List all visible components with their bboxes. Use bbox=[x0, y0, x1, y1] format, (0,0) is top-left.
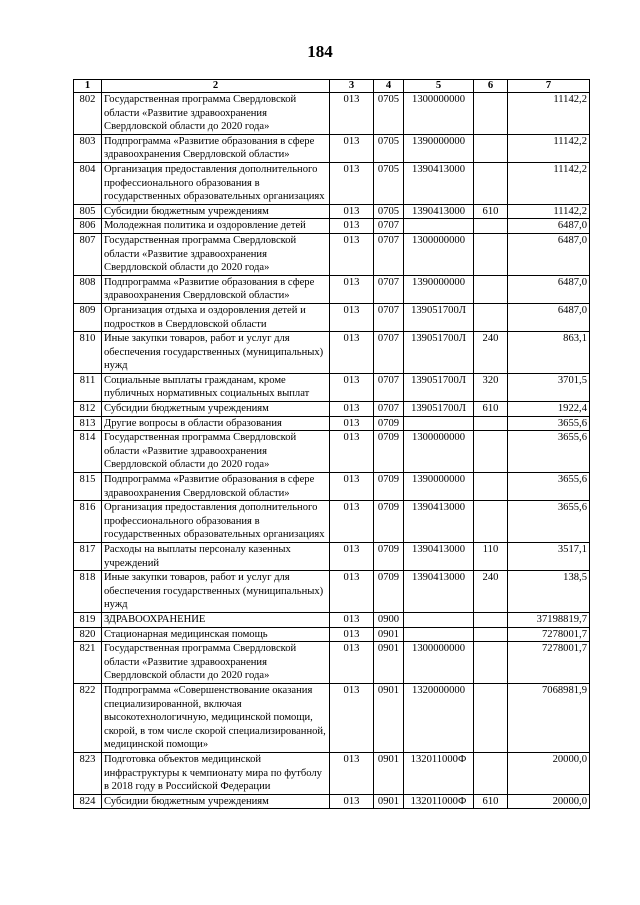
row-number: 816 bbox=[74, 501, 102, 543]
row-amount: 6487,0 bbox=[508, 275, 590, 303]
row-expense-type bbox=[474, 233, 508, 275]
row-target-code: 1300000000 bbox=[404, 642, 474, 684]
row-number: 814 bbox=[74, 431, 102, 473]
table-row bbox=[74, 275, 590, 303]
row-expense-type bbox=[474, 134, 508, 162]
row-amount: 3655,6 bbox=[508, 501, 590, 543]
table-row bbox=[74, 431, 590, 473]
row-expense-type bbox=[474, 431, 508, 473]
row-ministry-code: 013 bbox=[330, 233, 374, 275]
row-section-code: 0707 bbox=[374, 219, 404, 234]
row-number: 823 bbox=[74, 752, 102, 794]
row-amount: 6487,0 bbox=[508, 233, 590, 275]
table-row bbox=[74, 501, 590, 543]
table-row bbox=[74, 219, 590, 234]
row-expense-type bbox=[474, 627, 508, 642]
page-number: 184 bbox=[307, 42, 333, 61]
row-ministry-code: 013 bbox=[330, 219, 374, 234]
row-name: Субсидии бюджетным учреждениям bbox=[102, 204, 330, 219]
row-name: Подпрограмма «Развитие образования в сфере здравоохранения Свердловской области» bbox=[102, 473, 330, 501]
row-name: Другие вопросы в области образования bbox=[102, 416, 330, 431]
table-row bbox=[74, 402, 590, 417]
row-name: ЗДРАВООХРАНЕНИЕ bbox=[102, 612, 330, 627]
row-expense-type: 320 bbox=[474, 373, 508, 401]
table-row bbox=[74, 233, 590, 275]
row-section-code: 0709 bbox=[374, 543, 404, 571]
row-section-code: 0901 bbox=[374, 627, 404, 642]
row-amount: 7068981,9 bbox=[508, 683, 590, 752]
row-section-code: 0707 bbox=[374, 332, 404, 374]
row-number: 820 bbox=[74, 627, 102, 642]
row-ministry-code: 013 bbox=[330, 642, 374, 684]
row-target-code bbox=[404, 612, 474, 627]
row-target-code: 1320000000 bbox=[404, 683, 474, 752]
row-section-code: 0707 bbox=[374, 303, 404, 331]
table-row bbox=[74, 543, 590, 571]
table-row bbox=[74, 794, 590, 809]
table-row bbox=[74, 93, 590, 135]
row-name: Организация предоставления дополнительного профессионального образования в государственных образовательных организациях bbox=[102, 162, 330, 204]
row-number: 819 bbox=[74, 612, 102, 627]
table-row bbox=[74, 416, 590, 431]
row-number: 822 bbox=[74, 683, 102, 752]
row-expense-type: 110 bbox=[474, 543, 508, 571]
row-expense-type bbox=[474, 162, 508, 204]
row-expense-type bbox=[474, 473, 508, 501]
row-name: Государственная программа Свердловской области «Развитие здравоохранения Свердловской области до 2020 года» bbox=[102, 642, 330, 684]
row-amount: 3655,6 bbox=[508, 473, 590, 501]
row-name: Иные закупки товаров, работ и услуг для обеспечения государственных (муниципальных) нужд bbox=[102, 571, 330, 613]
row-target-code: 1390000000 bbox=[404, 275, 474, 303]
row-number: 803 bbox=[74, 134, 102, 162]
row-ministry-code: 013 bbox=[330, 794, 374, 809]
table-row bbox=[74, 612, 590, 627]
table-row bbox=[74, 332, 590, 374]
row-ministry-code: 013 bbox=[330, 571, 374, 613]
row-amount: 6487,0 bbox=[508, 303, 590, 331]
row-expense-type bbox=[474, 642, 508, 684]
row-ministry-code: 013 bbox=[330, 543, 374, 571]
row-target-code: 139051700Л bbox=[404, 373, 474, 401]
row-name: Организация предоставления дополнительного профессионального образования в государственных образовательных организациях bbox=[102, 501, 330, 543]
row-expense-type bbox=[474, 275, 508, 303]
row-name: Субсидии бюджетным учреждениям bbox=[102, 794, 330, 809]
row-number: 807 bbox=[74, 233, 102, 275]
table-row bbox=[74, 204, 590, 219]
row-section-code: 0901 bbox=[374, 794, 404, 809]
column-header-2: 2 bbox=[102, 80, 330, 93]
budget-table bbox=[73, 79, 590, 809]
table-row bbox=[74, 642, 590, 684]
row-ministry-code: 013 bbox=[330, 275, 374, 303]
row-expense-type: 240 bbox=[474, 332, 508, 374]
row-amount: 37198819,7 bbox=[508, 612, 590, 627]
row-target-code: 139051700Л bbox=[404, 303, 474, 331]
row-name: Подпрограмма «Развитие образования в сфере здравоохранения Свердловской области» bbox=[102, 275, 330, 303]
row-number: 818 bbox=[74, 571, 102, 613]
table-row bbox=[74, 162, 590, 204]
row-name: Подпрограмма «Развитие образования в сфере здравоохранения Свердловской области» bbox=[102, 134, 330, 162]
row-target-code: 1390413000 bbox=[404, 571, 474, 613]
row-target-code: 1300000000 bbox=[404, 233, 474, 275]
row-name: Организация отдыха и оздоровления детей и подростков в Свердловской области bbox=[102, 303, 330, 331]
row-number: 802 bbox=[74, 93, 102, 135]
row-number: 815 bbox=[74, 473, 102, 501]
row-ministry-code: 013 bbox=[330, 303, 374, 331]
column-header-3: 3 bbox=[330, 80, 374, 93]
row-amount: 863,1 bbox=[508, 332, 590, 374]
row-target-code bbox=[404, 416, 474, 431]
row-amount: 3655,6 bbox=[508, 431, 590, 473]
row-section-code: 0709 bbox=[374, 571, 404, 613]
row-amount: 11142,2 bbox=[508, 204, 590, 219]
row-amount: 7278001,7 bbox=[508, 642, 590, 684]
row-target-code: 132011000Ф bbox=[404, 794, 474, 809]
table-row bbox=[74, 473, 590, 501]
row-section-code: 0709 bbox=[374, 416, 404, 431]
row-section-code: 0707 bbox=[374, 233, 404, 275]
row-ministry-code: 013 bbox=[330, 416, 374, 431]
row-name: Государственная программа Свердловской области «Развитие здравоохранения Свердловской области до 2020 года» bbox=[102, 93, 330, 135]
row-number: 811 bbox=[74, 373, 102, 401]
row-section-code: 0901 bbox=[374, 683, 404, 752]
row-expense-type bbox=[474, 93, 508, 135]
row-section-code: 0707 bbox=[374, 373, 404, 401]
row-number: 804 bbox=[74, 162, 102, 204]
row-section-code: 0709 bbox=[374, 473, 404, 501]
row-amount: 11142,2 bbox=[508, 93, 590, 135]
row-amount: 3701,5 bbox=[508, 373, 590, 401]
row-target-code: 139051700Л bbox=[404, 332, 474, 374]
table-header-row bbox=[74, 80, 590, 93]
row-target-code: 132011000Ф bbox=[404, 752, 474, 794]
table-row bbox=[74, 571, 590, 613]
row-number: 817 bbox=[74, 543, 102, 571]
row-amount: 20000,0 bbox=[508, 794, 590, 809]
row-expense-type bbox=[474, 752, 508, 794]
row-target-code: 1390413000 bbox=[404, 501, 474, 543]
table-row bbox=[74, 752, 590, 794]
row-target-code: 1390413000 bbox=[404, 204, 474, 219]
row-target-code: 139051700Л bbox=[404, 402, 474, 417]
row-target-code: 1390000000 bbox=[404, 134, 474, 162]
row-name: Государственная программа Свердловской области «Развитие здравоохранения Свердловской области до 2020 года» bbox=[102, 431, 330, 473]
row-ministry-code: 013 bbox=[330, 134, 374, 162]
row-amount: 3655,6 bbox=[508, 416, 590, 431]
row-name: Стационарная медицинская помощь bbox=[102, 627, 330, 642]
row-name: Расходы на выплаты персоналу казенных учреждений bbox=[102, 543, 330, 571]
row-target-code: 1390413000 bbox=[404, 162, 474, 204]
row-number: 821 bbox=[74, 642, 102, 684]
table-row bbox=[74, 134, 590, 162]
row-section-code: 0900 bbox=[374, 612, 404, 627]
row-ministry-code: 013 bbox=[330, 204, 374, 219]
row-ministry-code: 013 bbox=[330, 93, 374, 135]
row-name: Подготовка объектов медицинской инфраструктуры к чемпионату мира по футболу в 2018 году в Российской Федерации bbox=[102, 752, 330, 794]
row-amount: 6487,0 bbox=[508, 219, 590, 234]
row-expense-type bbox=[474, 501, 508, 543]
row-number: 809 bbox=[74, 303, 102, 331]
row-target-code bbox=[404, 627, 474, 642]
row-target-code: 1300000000 bbox=[404, 431, 474, 473]
row-section-code: 0705 bbox=[374, 93, 404, 135]
row-amount: 11142,2 bbox=[508, 134, 590, 162]
row-expense-type bbox=[474, 683, 508, 752]
row-ministry-code: 013 bbox=[330, 473, 374, 501]
row-amount: 20000,0 bbox=[508, 752, 590, 794]
row-ministry-code: 013 bbox=[330, 683, 374, 752]
row-ministry-code: 013 bbox=[330, 752, 374, 794]
row-name: Иные закупки товаров, работ и услуг для обеспечения государственных (муниципальных) нужд bbox=[102, 332, 330, 374]
row-section-code: 0709 bbox=[374, 501, 404, 543]
table-row bbox=[74, 683, 590, 752]
row-amount: 7278001,7 bbox=[508, 627, 590, 642]
row-section-code: 0901 bbox=[374, 642, 404, 684]
row-number: 812 bbox=[74, 402, 102, 417]
row-expense-type bbox=[474, 612, 508, 627]
row-ministry-code: 013 bbox=[330, 627, 374, 642]
row-target-code: 1300000000 bbox=[404, 93, 474, 135]
row-expense-type: 610 bbox=[474, 794, 508, 809]
column-header-5: 5 bbox=[404, 80, 474, 93]
column-header-6: 6 bbox=[474, 80, 508, 93]
row-number: 808 bbox=[74, 275, 102, 303]
row-target-code: 1390000000 bbox=[404, 473, 474, 501]
row-number: 813 bbox=[74, 416, 102, 431]
row-name: Молодежная политика и оздоровление детей bbox=[102, 219, 330, 234]
column-header-7: 7 bbox=[508, 80, 590, 93]
row-expense-type: 610 bbox=[474, 402, 508, 417]
row-expense-type bbox=[474, 219, 508, 234]
row-section-code: 0705 bbox=[374, 162, 404, 204]
row-ministry-code: 013 bbox=[330, 501, 374, 543]
row-section-code: 0705 bbox=[374, 204, 404, 219]
row-ministry-code: 013 bbox=[330, 402, 374, 417]
row-target-code: 1390413000 bbox=[404, 543, 474, 571]
row-number: 805 bbox=[74, 204, 102, 219]
table-row bbox=[74, 373, 590, 401]
column-header-1: 1 bbox=[74, 80, 102, 93]
row-section-code: 0707 bbox=[374, 275, 404, 303]
row-ministry-code: 013 bbox=[330, 162, 374, 204]
row-number: 810 bbox=[74, 332, 102, 374]
table-row bbox=[74, 627, 590, 642]
row-ministry-code: 013 bbox=[330, 431, 374, 473]
row-amount: 3517,1 bbox=[508, 543, 590, 571]
row-expense-type: 240 bbox=[474, 571, 508, 613]
row-expense-type bbox=[474, 303, 508, 331]
table-body bbox=[74, 93, 590, 809]
row-expense-type bbox=[474, 416, 508, 431]
row-amount: 1922,4 bbox=[508, 402, 590, 417]
row-ministry-code: 013 bbox=[330, 332, 374, 374]
row-ministry-code: 013 bbox=[330, 373, 374, 401]
row-name: Подпрограмма «Совершенствование оказания специализированной, включая высокотехнологичную, медицинской помощи, скорой, в том числе скорой специализированной, медицинской помощи» bbox=[102, 683, 330, 752]
column-header-4: 4 bbox=[374, 80, 404, 93]
row-number: 806 bbox=[74, 219, 102, 234]
row-section-code: 0901 bbox=[374, 752, 404, 794]
row-amount: 138,5 bbox=[508, 571, 590, 613]
row-target-code bbox=[404, 219, 474, 234]
row-section-code: 0709 bbox=[374, 431, 404, 473]
row-ministry-code: 013 bbox=[330, 612, 374, 627]
row-number: 824 bbox=[74, 794, 102, 809]
row-expense-type: 610 bbox=[474, 204, 508, 219]
row-name: Государственная программа Свердловской области «Развитие здравоохранения Свердловской области до 2020 года» bbox=[102, 233, 330, 275]
row-name: Социальные выплаты гражданам, кроме публичных нормативных социальных выплат bbox=[102, 373, 330, 401]
row-section-code: 0707 bbox=[374, 402, 404, 417]
row-name: Субсидии бюджетным учреждениям bbox=[102, 402, 330, 417]
row-amount: 11142,2 bbox=[508, 162, 590, 204]
row-section-code: 0705 bbox=[374, 134, 404, 162]
table-row bbox=[74, 303, 590, 331]
